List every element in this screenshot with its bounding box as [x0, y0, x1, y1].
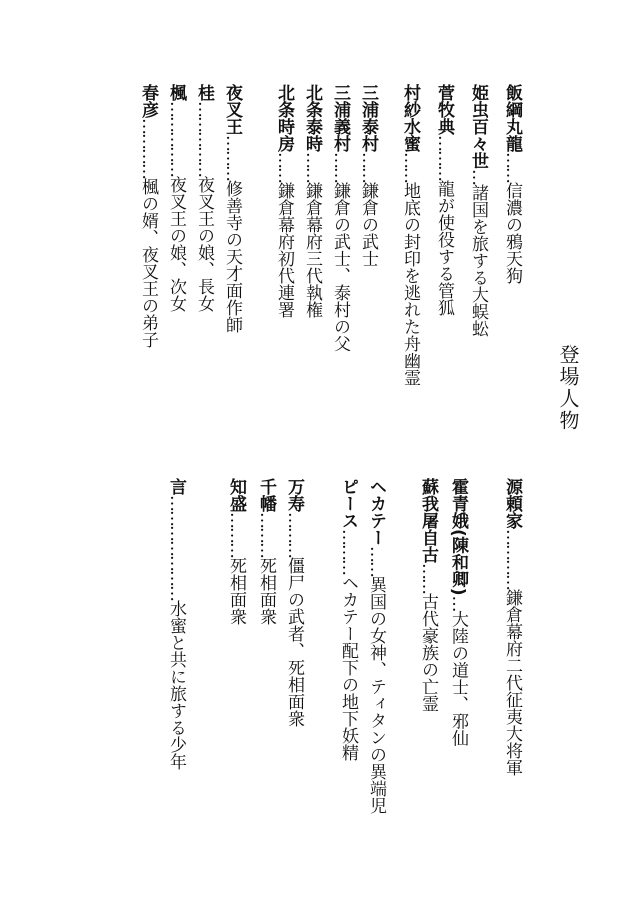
leader-dots: ……… [434, 135, 454, 180]
leader-dots: … [448, 595, 468, 611]
character-name: 知盛 [226, 478, 246, 512]
character-description: 修善寺の天才面作師 [222, 180, 242, 333]
character-name: 桂 [194, 84, 214, 101]
character-name: 村紗水蜜 [400, 84, 420, 152]
character-name: 菅牧典 [434, 84, 454, 135]
character-name: ピース [338, 478, 358, 529]
leader-dots: …………… [166, 101, 186, 176]
character-entry [272, 84, 296, 318]
character-name: 蘇我屠自古 [418, 478, 438, 563]
leader-dots: …… [358, 152, 378, 182]
leader-dots: ……… [256, 512, 276, 557]
character-description: 龍が使役する管狐 [434, 180, 454, 316]
leader-dots: …… [302, 152, 322, 182]
page-title: 登場人物 [556, 344, 580, 432]
character-entry [328, 84, 352, 352]
leader-dots: ………… [138, 118, 158, 178]
character-description: 信濃の鴉天狗 [502, 182, 522, 284]
character-description: 死相面衆 [256, 557, 276, 625]
character-name: ヘカテー [366, 478, 386, 546]
character-name: 言 [166, 478, 186, 495]
character-description: 鎌倉幕府二代征夷大将軍 [502, 589, 522, 776]
character-name: 姫虫百々世 [468, 84, 488, 169]
leader-dots: …… [330, 152, 350, 182]
character-name: 霍青娥(陳和卿) [448, 478, 468, 596]
leader-dots: ……… [222, 135, 242, 180]
character-name: 北条泰時 [302, 84, 322, 152]
leader-dots: ………… [502, 529, 522, 589]
character-entry [398, 84, 422, 386]
leader-dots: ………………… [166, 495, 186, 600]
character-description: 夜叉王の娘、次女 [166, 176, 186, 312]
character-description: 地底の封印を逃れた舟幽霊 [400, 182, 420, 386]
leader-dots: ……… [284, 512, 304, 557]
character-name: 楓 [166, 84, 186, 101]
character-entry [432, 84, 456, 316]
character-description: 鎌倉の武士 [358, 182, 378, 267]
leader-dots: …… [418, 563, 438, 593]
character-description: 死相面衆 [226, 557, 246, 625]
character-description: 諸国を旅する大蜈蚣 [468, 184, 488, 337]
character-description: 大陸の道士、邪仙 [448, 610, 468, 747]
character-entry [500, 84, 524, 284]
character-entry [282, 478, 306, 727]
character-description: 僵尸の武者、死相面衆 [284, 557, 304, 727]
character-name: 万寿 [284, 478, 304, 512]
character-entry [136, 84, 160, 348]
character-description: 水蜜と共に旅する少年 [166, 600, 186, 770]
leader-dots: …… [400, 152, 420, 182]
character-entry [446, 478, 470, 747]
character-description: 夜叉王の娘、長女 [194, 176, 214, 312]
character-entry [220, 84, 244, 333]
character-entry [300, 84, 324, 318]
leader-dots: …… [274, 152, 294, 182]
character-entry [164, 84, 188, 312]
character-entry [224, 478, 248, 625]
leader-dots: ……… [338, 529, 358, 574]
character-name: 三浦泰村 [358, 84, 378, 152]
character-entry [416, 478, 440, 712]
character-name: 飯綱丸龍 [502, 84, 522, 152]
character-name: 北条時房 [274, 84, 294, 152]
character-description: 鎌倉幕府初代連署 [274, 182, 294, 318]
character-entry [356, 84, 380, 267]
character-name: 夜叉王 [222, 84, 242, 135]
character-description: 古代豪族の亡霊 [418, 593, 438, 712]
leader-dots: …… [366, 546, 386, 576]
character-description: 鎌倉幕府三代執権 [302, 182, 322, 318]
character-entry [364, 478, 388, 814]
character-name: 三浦義村 [330, 84, 350, 152]
character-entry [500, 478, 524, 776]
character-entry [192, 84, 216, 312]
character-description: ヘカテー配下の地下妖精 [338, 574, 358, 761]
character-name: 千幡 [256, 478, 276, 512]
character-entry [164, 478, 188, 770]
leader-dots: …… [502, 152, 522, 182]
character-entry [466, 84, 490, 337]
leader-dots: … [468, 169, 488, 184]
character-description: 異国の女神、ティタンの異端児 [366, 576, 386, 814]
character-description: 楓の婿、夜叉王の弟子 [138, 178, 158, 348]
character-name: 春彦 [138, 84, 158, 118]
leader-dots: …………… [194, 101, 214, 176]
leader-dots: ……… [226, 512, 246, 557]
character-description: 鎌倉の武士、泰村の父 [330, 182, 350, 352]
character-name: 源頼家 [502, 478, 522, 529]
character-entry [254, 478, 278, 625]
character-entry [336, 478, 360, 761]
